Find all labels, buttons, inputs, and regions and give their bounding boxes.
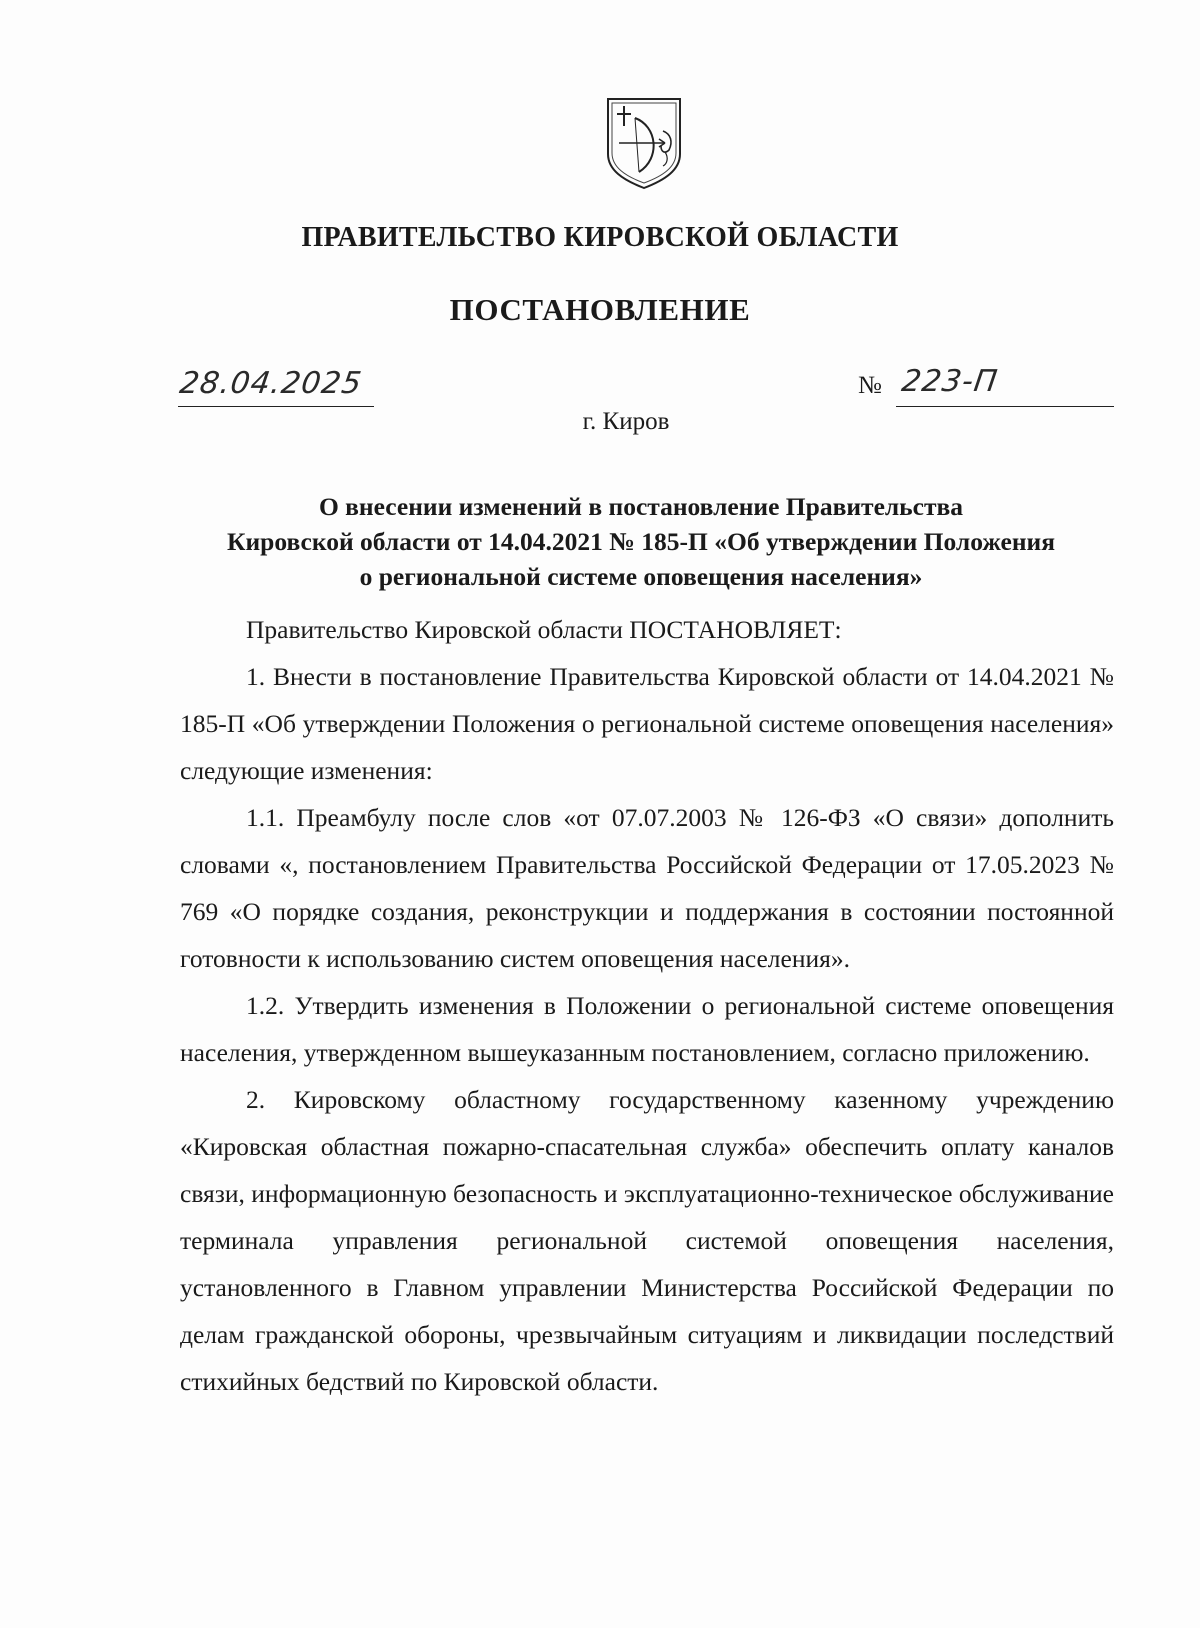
paragraph-1: 1. Внести в постановление Правительства Кировской области от 14.04.2021 № 185-П «Об утверждении Положения о региональной системе оповещения населения» следующие изменения: [180,662,1114,785]
handwritten-date: 28.04.2025 [177,366,365,401]
document-type: ПОСТАНОВЛЕНИЕ [449,292,751,327]
subject-line-3: о региональной системе оповещения населения» [359,562,923,591]
preamble: Правительство Кировской области ПОСТАНОВЛЯЕТ: [246,615,842,644]
paragraph-1-2: 1.2. Утвердить изменения в Положении о региональной системе оповещения населения, утвержденном вышеуказанным постановлением, согласно приложению. [180,991,1114,1067]
subject-line-1: О внесении изменений в постановление Правительства [318,492,964,521]
handwritten-number: 223-П [899,364,1001,399]
paragraph-2: 2. Кировскому областному государственному казенному учреждению «Кировская областная пожарно-спасательная служба» обеспечить оплату каналов связи, информационную безопасность и эксплуатационно-техническое обслуживание терминала управления региональной системой оповещения населения, установленного в Главном управлении Министерства Российской Федерации по делам гражданской обороны, чрезвычайным ситуациям и ликвидации последствий стихийных бедствий по Кировской области. [180,1085,1114,1396]
government-title: ПРАВИТЕЛЬСТВО КИРОВСКОЙ ОБЛАСТИ [301,222,899,253]
paragraph-1-1: 1.1. Преамбулу после слов «от 07.07.2003 № 126-ФЗ «О связи» дополнить словами «, постановлением Правительства Российской Федерации от 17.05.2023 № 769 «О порядке создания, реконструкции и поддержания в состоянии постоянной готовности к использованию систем оповещения населения». [180,803,1114,973]
coat-of-arms-icon [605,96,683,190]
document-number-field [858,362,1114,406]
document-body [180,606,1114,1405]
city: г. Киров [582,408,670,435]
subject-line-2: Кировской области от 14.04.2021 № 185-П «Об утверждении Положения [226,527,1055,556]
number-underline [896,362,1114,407]
document-subject [170,489,1112,594]
number-sign: № [858,372,882,399]
date-field [178,360,374,407]
